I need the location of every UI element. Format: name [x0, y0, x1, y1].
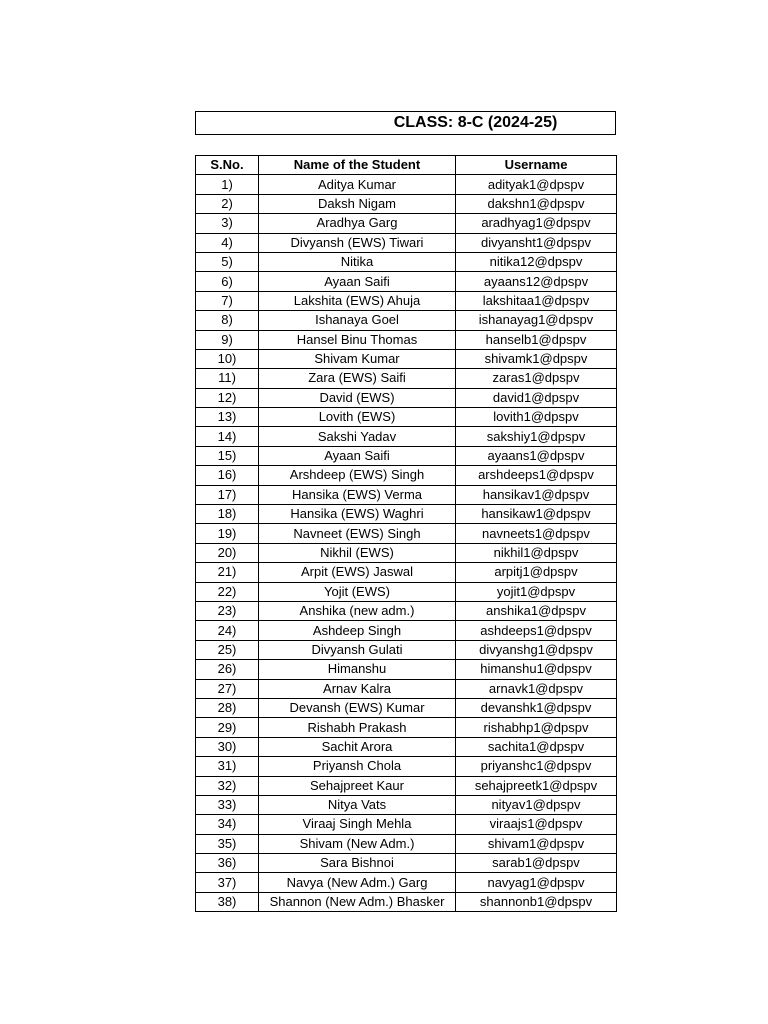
- serial-number-cell: 11): [196, 369, 259, 388]
- username-cell: nikhil1@dpspv: [456, 543, 617, 562]
- serial-number-cell: 8): [196, 311, 259, 330]
- serial-number-cell: 10): [196, 349, 259, 368]
- table-row: [196, 718, 617, 737]
- table-row: [196, 698, 617, 717]
- serial-number-cell: 2): [196, 194, 259, 213]
- serial-number-cell: 4): [196, 233, 259, 252]
- serial-number-cell: 27): [196, 679, 259, 698]
- username-cell: arnavk1@dpspv: [456, 679, 617, 698]
- student-name-cell: Daksh Nigam: [259, 194, 456, 213]
- table-row: [196, 582, 617, 601]
- serial-number-cell: 19): [196, 524, 259, 543]
- student-name-cell: Ayaan Saifi: [259, 446, 456, 465]
- serial-number-cell: 36): [196, 854, 259, 873]
- student-name-cell: Ishanaya Goel: [259, 311, 456, 330]
- serial-number-cell: 37): [196, 873, 259, 892]
- username-cell: dakshn1@dpspv: [456, 194, 617, 213]
- student-name-cell: Navya (New Adm.) Garg: [259, 873, 456, 892]
- username-cell: sehajpreetk1@dpspv: [456, 776, 617, 795]
- username-cell: nityav1@dpspv: [456, 795, 617, 814]
- username-cell: hanselb1@dpspv: [456, 330, 617, 349]
- username-cell: sakshiy1@dpspv: [456, 427, 617, 446]
- student-name-cell: Lovith (EWS): [259, 408, 456, 427]
- username-cell: divyanshg1@dpspv: [456, 640, 617, 659]
- student-name-cell: Aradhya Garg: [259, 214, 456, 233]
- username-cell: navneets1@dpspv: [456, 524, 617, 543]
- username-cell: devanshk1@dpspv: [456, 698, 617, 717]
- student-name-cell: Shannon (New Adm.) Bhasker: [259, 892, 456, 911]
- table-row: [196, 563, 617, 582]
- student-name-cell: Rishabh Prakash: [259, 718, 456, 737]
- column-header-sno: S.No.: [196, 156, 259, 175]
- student-name-cell: Lakshita (EWS) Ahuja: [259, 291, 456, 310]
- serial-number-cell: 35): [196, 834, 259, 853]
- serial-number-cell: 21): [196, 563, 259, 582]
- username-cell: divyansht1@dpspv: [456, 233, 617, 252]
- table-row: [196, 854, 617, 873]
- table-row: [196, 349, 617, 368]
- serial-number-cell: 28): [196, 698, 259, 717]
- serial-number-cell: 20): [196, 543, 259, 562]
- student-name-cell: Hansika (EWS) Verma: [259, 485, 456, 504]
- serial-number-cell: 24): [196, 621, 259, 640]
- username-cell: zaras1@dpspv: [456, 369, 617, 388]
- table-row: [196, 194, 617, 213]
- student-table: [195, 155, 617, 912]
- student-name-cell: Sara Bishnoi: [259, 854, 456, 873]
- table-row: [196, 621, 617, 640]
- student-name-cell: Sakshi Yadav: [259, 427, 456, 446]
- table-row: [196, 485, 617, 504]
- table-row: [196, 776, 617, 795]
- serial-number-cell: 3): [196, 214, 259, 233]
- student-name-cell: Navneet (EWS) Singh: [259, 524, 456, 543]
- serial-number-cell: 26): [196, 660, 259, 679]
- class-title: CLASS: 8-C (2024-25): [393, 114, 558, 131]
- table-row: [196, 795, 617, 814]
- username-cell: shannonb1@dpspv: [456, 892, 617, 911]
- table-row: [196, 660, 617, 679]
- serial-number-cell: 15): [196, 446, 259, 465]
- student-name-cell: Arnav Kalra: [259, 679, 456, 698]
- table-row: [196, 466, 617, 485]
- student-name-cell: Ayaan Saifi: [259, 272, 456, 291]
- student-name-cell: Nikhil (EWS): [259, 543, 456, 562]
- table-row: [196, 330, 617, 349]
- student-name-cell: Anshika (new adm.): [259, 601, 456, 620]
- serial-number-cell: 23): [196, 601, 259, 620]
- table-row: [196, 601, 617, 620]
- username-cell: adityak1@dpspv: [456, 175, 617, 194]
- student-name-cell: Nitika: [259, 252, 456, 271]
- student-name-cell: Divyansh Gulati: [259, 640, 456, 659]
- student-name-cell: Divyansh (EWS) Tiwari: [259, 233, 456, 252]
- serial-number-cell: 30): [196, 737, 259, 756]
- table-row: [196, 311, 617, 330]
- student-name-cell: Shivam (New Adm.): [259, 834, 456, 853]
- student-name-cell: Priyansh Chola: [259, 757, 456, 776]
- username-cell: arpitj1@dpspv: [456, 563, 617, 582]
- username-cell: ayaans1@dpspv: [456, 446, 617, 465]
- table-row: [196, 272, 617, 291]
- username-cell: sarab1@dpspv: [456, 854, 617, 873]
- table-row: [196, 446, 617, 465]
- username-cell: david1@dpspv: [456, 388, 617, 407]
- student-name-cell: David (EWS): [259, 388, 456, 407]
- student-name-cell: Nitya Vats: [259, 795, 456, 814]
- table-row: [196, 815, 617, 834]
- username-cell: anshika1@dpspv: [456, 601, 617, 620]
- serial-number-cell: 31): [196, 757, 259, 776]
- table-row: [196, 388, 617, 407]
- student-name-cell: Arpit (EWS) Jaswal: [259, 563, 456, 582]
- serial-number-cell: 14): [196, 427, 259, 446]
- table-row: [196, 834, 617, 853]
- table-row: [196, 505, 617, 524]
- serial-number-cell: 32): [196, 776, 259, 795]
- table-row: [196, 640, 617, 659]
- table-row: [196, 873, 617, 892]
- username-cell: hansikav1@dpspv: [456, 485, 617, 504]
- username-cell: viraajs1@dpspv: [456, 815, 617, 834]
- table-row: [196, 427, 617, 446]
- student-name-cell: Devansh (EWS) Kumar: [259, 698, 456, 717]
- student-name-cell: Shivam Kumar: [259, 349, 456, 368]
- student-name-cell: Aditya Kumar: [259, 175, 456, 194]
- student-name-cell: Zara (EWS) Saifi: [259, 369, 456, 388]
- serial-number-cell: 38): [196, 892, 259, 911]
- username-cell: ishanayag1@dpspv: [456, 311, 617, 330]
- username-cell: sachita1@dpspv: [456, 737, 617, 756]
- table-row: [196, 892, 617, 911]
- username-cell: ashdeeps1@dpspv: [456, 621, 617, 640]
- username-cell: hansikaw1@dpspv: [456, 505, 617, 524]
- column-header-username: Username: [456, 156, 617, 175]
- table-row: [196, 757, 617, 776]
- serial-number-cell: 29): [196, 718, 259, 737]
- serial-number-cell: 34): [196, 815, 259, 834]
- username-cell: aradhyag1@dpspv: [456, 214, 617, 233]
- serial-number-cell: 6): [196, 272, 259, 291]
- student-name-cell: Himanshu: [259, 660, 456, 679]
- table-row: [196, 543, 617, 562]
- username-cell: himanshu1@dpspv: [456, 660, 617, 679]
- table-header-row: [196, 156, 617, 175]
- username-cell: ayaans12@dpspv: [456, 272, 617, 291]
- table-row: [196, 175, 617, 194]
- serial-number-cell: 12): [196, 388, 259, 407]
- username-cell: yojit1@dpspv: [456, 582, 617, 601]
- username-cell: lakshitaa1@dpspv: [456, 291, 617, 310]
- username-cell: priyanshc1@dpspv: [456, 757, 617, 776]
- username-cell: navyag1@dpspv: [456, 873, 617, 892]
- table-row: [196, 291, 617, 310]
- username-cell: lovith1@dpspv: [456, 408, 617, 427]
- serial-number-cell: 25): [196, 640, 259, 659]
- student-name-cell: Viraaj Singh Mehla: [259, 815, 456, 834]
- table-row: [196, 679, 617, 698]
- serial-number-cell: 1): [196, 175, 259, 194]
- serial-number-cell: 22): [196, 582, 259, 601]
- serial-number-cell: 13): [196, 408, 259, 427]
- column-header-name: Name of the Student: [259, 156, 456, 175]
- table-row: [196, 214, 617, 233]
- student-name-cell: Sehajpreet Kaur: [259, 776, 456, 795]
- class-title-box: [195, 111, 616, 135]
- student-name-cell: Hansika (EWS) Waghri: [259, 505, 456, 524]
- serial-number-cell: 18): [196, 505, 259, 524]
- username-cell: shivamk1@dpspv: [456, 349, 617, 368]
- username-cell: nitika12@dpspv: [456, 252, 617, 271]
- student-name-cell: Ashdeep Singh: [259, 621, 456, 640]
- table-row: [196, 408, 617, 427]
- table-row: [196, 524, 617, 543]
- table-row: [196, 233, 617, 252]
- student-name-cell: Arshdeep (EWS) Singh: [259, 466, 456, 485]
- username-cell: rishabhp1@dpspv: [456, 718, 617, 737]
- serial-number-cell: 33): [196, 795, 259, 814]
- table-row: [196, 252, 617, 271]
- username-cell: shivam1@dpspv: [456, 834, 617, 853]
- student-name-cell: Sachit Arora: [259, 737, 456, 756]
- username-cell: arshdeeps1@dpspv: [456, 466, 617, 485]
- serial-number-cell: 9): [196, 330, 259, 349]
- table-row: [196, 737, 617, 756]
- table-row: [196, 369, 617, 388]
- serial-number-cell: 7): [196, 291, 259, 310]
- serial-number-cell: 16): [196, 466, 259, 485]
- student-name-cell: Yojit (EWS): [259, 582, 456, 601]
- serial-number-cell: 17): [196, 485, 259, 504]
- serial-number-cell: 5): [196, 252, 259, 271]
- student-name-cell: Hansel Binu Thomas: [259, 330, 456, 349]
